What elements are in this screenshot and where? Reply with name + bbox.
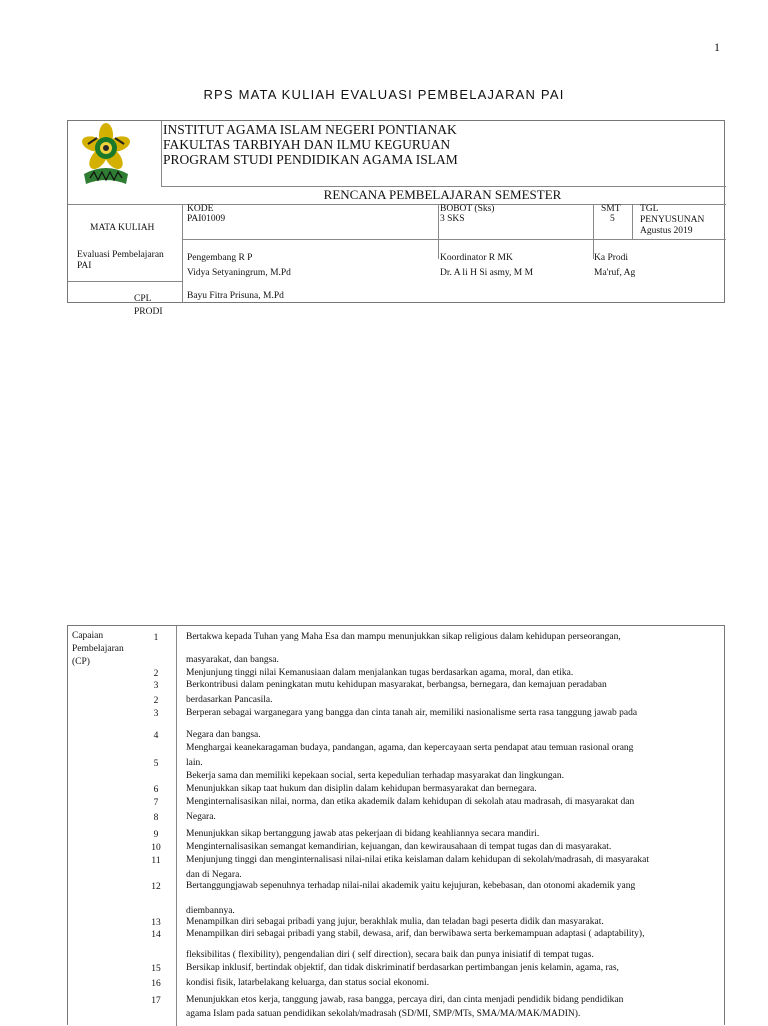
course-name: Evaluasi Pembelajaran PAI bbox=[77, 250, 164, 271]
tgl-penyusunan-label: TGL PENYUSUNAN bbox=[640, 204, 705, 225]
cp-row-number: 3 bbox=[153, 681, 159, 691]
cp-row-number: 3 bbox=[153, 709, 159, 719]
cp-row-number: 6 bbox=[153, 785, 159, 795]
cp-row-number: 8 bbox=[153, 813, 159, 823]
cp-row-text: Negara dan bangsa. bbox=[186, 730, 261, 740]
cp-row-number: 1 bbox=[153, 633, 159, 643]
cp-row-text: Menampilkan diri sebagai pribadi yang jujur, berakhlak mulia, dan teladan bagi peserta didik dan masyarakat. bbox=[186, 917, 604, 927]
program-name: PROGRAM STUDI PENDIDIKAN AGAMA ISLAM bbox=[163, 152, 458, 167]
cp-row-text: Bersikap inklusif, bertindak objektif, dan tidak diskriminatif berdasarkan pertimbangan jenis kelamin, agama, ras, bbox=[186, 963, 619, 973]
smt-label: SMT bbox=[601, 204, 621, 214]
cp-row-number: 11 bbox=[151, 856, 161, 866]
bobot-label: BOBOT (Sks) bbox=[440, 204, 495, 214]
kaprodi-label: Ka Prodi bbox=[594, 253, 629, 263]
cp-row-text: Menginternalisasikan semangat kemandirian, kejuangan, dan kewirausahaan di tempat tugas dan di masyarakat. bbox=[186, 842, 612, 852]
cp-row-text: fleksibilitas ( flexibility), pengendalian diri ( self direction), secara baik dan punya inisiatif di tempat tugas. bbox=[186, 950, 594, 960]
cp-row-text: masyarakat, dan bangsa. bbox=[186, 655, 279, 665]
cp-row-text: Menjunjung tinggi dan menginternalisasi nilai-nilai etika keislaman dalam kehidupan di sekolah/madrasah, di masyarakat bbox=[186, 855, 649, 865]
cp-row-number: 4 bbox=[153, 731, 159, 741]
mata-kuliah-label: MATA KULIAH bbox=[90, 223, 155, 233]
cp-row-number: 17 bbox=[151, 996, 161, 1006]
faculty-name: FAKULTAS TARBIYAH DAN ILMU KEGURUAN bbox=[163, 137, 451, 152]
rps-heading: RENCANA PEMBELAJARAN SEMESTER bbox=[323, 187, 562, 202]
page-number: 1 bbox=[714, 40, 720, 54]
cp-row-number: 2 bbox=[153, 669, 159, 679]
cp-row-text: Menunjukkan etos kerja, tanggung jawab, rasa bangga, percaya diri, dan cinta menjadi pendidik bidang pendidikan bbox=[186, 995, 624, 1005]
kode-label: KODE bbox=[187, 204, 214, 214]
cp-row-number: 5 bbox=[153, 759, 159, 769]
pengembang-label: Pengembang R P bbox=[187, 253, 253, 263]
bobot-value: 3 SKS bbox=[440, 214, 465, 224]
cp-row-text: lain. bbox=[186, 758, 203, 768]
cp-row-number: 9 bbox=[153, 830, 159, 840]
koordinator-label: Koordinator R MK bbox=[440, 253, 513, 263]
iain-pontianak-logo bbox=[80, 122, 132, 188]
cp-row-number: 7 bbox=[153, 798, 159, 808]
cp-row-number: 10 bbox=[151, 843, 161, 853]
document-title: RPS MATA KULIAH EVALUASI PEMBELAJARAN PAI bbox=[203, 87, 565, 102]
cp-row-text: Bekerja sama dan memiliki kepekaan social, serta kepedulian terhadap masyarakat dan lingkungan. bbox=[186, 771, 565, 781]
cp-label: Capaian Pembelajaran (CP) bbox=[72, 631, 124, 667]
cp-row-number: 15 bbox=[151, 964, 161, 974]
cp-row-text: Menjunjung tinggi nilai Kemanusiaan dalam menjalankan tugas berdasarkan agama, moral, dan etika. bbox=[186, 668, 574, 678]
pengembang-value-2: Bayu Fitra Prisuna, M.Pd bbox=[187, 291, 284, 301]
cp-row-text: Menghargai keanekaragaman budaya, pandangan, agama, dan kepercayaan serta pendapat atau temuan rasional orang bbox=[186, 743, 634, 753]
koordinator-value: Dr. A li H Si asmy, M M bbox=[440, 268, 534, 278]
pengembang-value: Vidya Setyaningrum, M.Pd bbox=[187, 268, 291, 278]
cp-row-number: 12 bbox=[151, 882, 161, 892]
cp-row-text: kondisi fisik, latarbelakang keluarga, dan status social ekonomi. bbox=[186, 978, 430, 988]
cp-row-text: dan di Negara. bbox=[186, 870, 242, 880]
cp-row-text: diembannya. bbox=[186, 906, 235, 916]
cp-row-text: Menampilkan diri sebagai pribadi yang stabil, dewasa, arif, dan berwibawa serta berkemampuan adaptasi ( adaptability), bbox=[186, 929, 645, 939]
cp-row-text: Menunjukkan sikap bertanggung jawab atas pekerjaan di bidang keahliannya secara mandiri. bbox=[186, 829, 540, 839]
cp-row-number: 14 bbox=[151, 930, 161, 940]
cp-row-text: Berkontribusi dalam peningkatan mutu kehidupan masyarakat, berbangsa, bernegara, dan kemajuan peradaban bbox=[186, 680, 607, 690]
kode-value: PAI01009 bbox=[187, 214, 226, 224]
cp-row-text: Bertakwa kepada Tuhan yang Maha Esa dan mampu menunjukkan sikap religious dalam kehidupan perseorangan, bbox=[186, 632, 621, 642]
cp-row-number: 13 bbox=[151, 918, 161, 928]
cp-row-number: 16 bbox=[151, 979, 161, 989]
cp-row-text: Menginternalisasikan nilai, norma, dan etika akademik dalam kehidupan di sekolah atau madrasah, di masyarakat dan bbox=[186, 797, 635, 807]
cp-row-text: agama Islam pada satuan pendidikan sekolah/madrasah (SD/MI, SMP/MTs, SMA/MA/MAK/MADIN). bbox=[186, 1009, 581, 1019]
tgl-penyusunan-value: Agustus 2019 bbox=[640, 226, 693, 236]
institution-name: INSTITUT AGAMA ISLAM NEGERI PONTIANAK bbox=[163, 122, 457, 137]
cp-row-text: Menunjukkan sikap taat hukum dan disiplin dalam kehidupan bermasyarakat dan bernegara. bbox=[186, 784, 537, 794]
cp-row-text: berdasarkan Pancasila. bbox=[186, 695, 273, 705]
cp-row-text: Berperan sebagai warganegara yang bangga dan cinta tanah air, memiliki nasionalisme serta rasa tanggung jawab pada bbox=[186, 708, 638, 718]
kaprodi-value: Ma'ruf, Ag bbox=[594, 268, 636, 278]
smt-value: 5 bbox=[610, 214, 615, 224]
cp-row-number: 2 bbox=[153, 696, 159, 706]
cpl-prodi-label: CPL PRODI bbox=[134, 294, 163, 317]
cp-row-text: Negara. bbox=[186, 812, 216, 822]
cp-row-text: Bertanggungjawab sepenuhnya terhadap nilai-nilai akademik yaitu kejujuran, kebebasan, dan otonomi akademik yang bbox=[186, 881, 636, 891]
